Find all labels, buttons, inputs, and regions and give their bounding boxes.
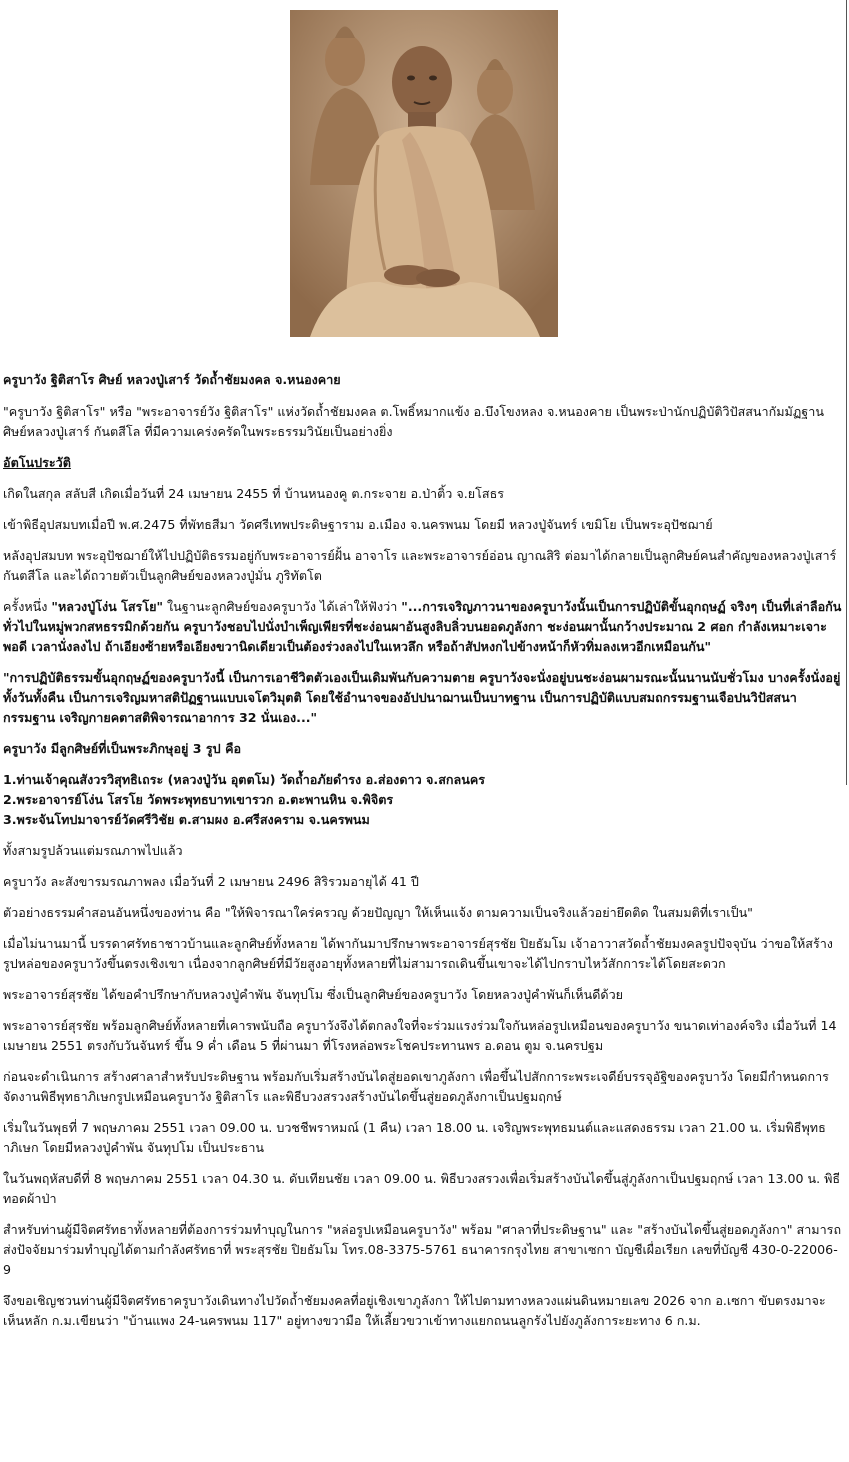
story-quote: "...การเจริญภาวนาของครูบาวังนั้นเป็นการปฏิบัติขั้นอุกฤษฏ์ จริงๆ เป็นที่เล่าลือกันทั่วไปในหมู่พวกสหธรรมิกด้วยกัน ครูบาวังชอบไปนั่งบำเพ็ญเพียรที่ชะง่อนผาอันสูงลิบลิ่วบนยอดภูลังกา ชะง่อนผานั้นกว้างประมาณ 2 ศอก กำลังเหมาะเจาะพอดี เวลานั่งลงไป ถ้าเอียงซ้ายหรือเอียงขวานิดเดียวเป็นต้องร่วงลงไปในเหวลึก หรือถ้าสัปหงกไปข้างหน้าก็หัวทิ่มลงเหวอีกเหมือนกัน" <box>3 599 842 654</box>
paragraph-ceremony-day1: เริ่มในวันพุธที่ 7 พฤษภาคม 2551 เวลา 09.00 น. บวชชีพราหมณ์ (1 คืน) เวลา 18.00 น. เจริญพระพุทธมนต์และแสดงธรรม เวลา 21.00 น. เริ่มพิธีพุทธาภิเษก โดยมีหลวงปู่คำพัน จันทุปโม เป็นประธาน <box>3 1120 826 1155</box>
paragraph-death-date: ครูบาวัง ละสังขารมรณภาพลง เมื่อวันที่ 2 เมษายน 2496 สิริรวมอายุได้ 41 ปี <box>3 874 419 889</box>
paragraph-ceremony-day2: ในวันพฤหัสบดีที่ 8 พฤษภาคม 2551 เวลา 04.30 น. ดับเทียนชัย เวลา 09.00 น. พิธีบวงสรวงเพื่อเริ่มสร้างบันไดขึ้นสู่ภูลังกาเป็นปฐมฤกษ์ เวลา 13.00 น. พิธีทอดผ้าป่า <box>3 1171 841 1206</box>
paragraph-disciples-passed: ทั้งสามรูปล้วนแต่มรณภาพไปแล้ว <box>3 843 183 858</box>
practice-quote: "การปฏิบัติธรรมขั้นอุกฤษฏ์ของครูบาวังนี้ เป็นการเอาชีวิตตัวเองเป็นเดิมพันกับความตาย ครูบาวังจะนั่งอยู่บนชะง่อนผามรณะนั้นนานนับชั่วโมง บางครั้งนั่งอยู่ทั้งวันทั้งคืน เป็นการเจริญมหาสติปัฏฐานแบบเจโตวิมุตติ โดยใช้อำนาจของอัปปนาฌานเป็นบาทฐาน เป็นการปฏิบัติแบบสมถกรรมฐานเจือปนวิปัสสนากรรมฐาน เจริญกายคตาสติพิจารณาอาการ 32 นั่นเอง..." <box>3 670 841 725</box>
bio-paragraph-training: หลังอุปสมบท พระอุปัชฌาย์ให้ไปปฏิบัติธรรมอยู่กับพระอาจารย์ฝั้น อาจาโร และพระอาจารย์อ่อน ญาณสิริ ต่อมาได้กลายเป็นลูกศิษย์คนสำคัญของหลวงปู่เสาร์ กันตสีโล และได้ถวายตัวเป็นลูกศิษย์ของหลวงปู่มั่น ภูริทัตโต <box>3 548 837 583</box>
paragraph-statue-request: เมื่อไม่นานมานี้ บรรดาศรัทธาชาวบ้านและลูกศิษย์ทั้งหลาย ได้พากันมาปรึกษาพระอาจารย์สุรชัย ปิยธัมโม เจ้าอาวาสวัดถ้ำชัยมงคลรูปปัจจุบัน ว่าขอให้สร้างรูปหล่อของครูบาวังขึ้นตรงเชิงเขา เนื่องจากลูกศิษย์ที่มีวัยสูงอายุทั้งหลายที่ไม่สามารถเดินขึ้นเขาจะได้ไปกราบไหว้สักการะได้โดยสะดวก <box>3 936 833 971</box>
paragraph-donation: สำหรับท่านผู้มีจิตศรัทธาทั้งหลายที่ต้องการร่วมทำบุญในการ "หล่อรูปเหมือนครูบาวัง" พร้อม "ศาลาที่ประดิษฐาน" และ "สร้างบันไดขึ้นสู่ยอดภูลังกา" สามารถส่งปัจจัยมาร่วมทำบุญได้ตามกำลังศรัทธาที่ พระสุรชัย ปิยธัมโม โทร.08-3375-5761 ธนาคารกรุงไทย สาขาเซกา บัญชีเผื่อเรียก เลขที่บัญชี 430-0-22006-9 <box>3 1222 842 1277</box>
disciples-list <box>3 770 843 830</box>
disciple-item: 1.ท่านเจ้าคุณสังวรวิสุทธิเถระ (หลวงปู่วัน อุตตโม) วัดถ้ำอภัยดำรง อ.ส่องดาว จ.สกลนคร <box>3 772 486 787</box>
story-lead: ครั้งหนึ่ง <box>3 599 52 614</box>
article-title: ครูบาวัง ฐิติสาโร ศิษย์ หลวงปู่เสาร์ วัดถ้ำชัยมงคล จ.หนองคาย <box>3 372 341 387</box>
story-teacher-name: "หลวงปู่โง่น โสรโย" <box>51 599 164 614</box>
story-paragraph <box>3 597 843 657</box>
paragraph-teaching: ตัวอย่างธรรมคำสอนอันหนึ่งของท่าน คือ "ให้พิจารณาใคร่ครวญ ด้วยปัญญา ให้เห็นแจ้ง ตามความเป็นจริงแล้วอย่ายึดติด ในสมมติที่เราเป็น" <box>3 905 753 920</box>
paragraph-directions: จึงขอเชิญชวนท่านผู้มีจิตศรัทธาครูบาวังเดินทางไปวัดถ้ำชัยมงคลที่อยู่เชิงเขาภูลังกา ให้ไปตามทางหลวงแผ่นดินหมายเลข 2026 จาก อ.เซกา ขับตรงมาจะเห็นหลัก ก.ม.เขียนว่า "บ้านแพง 24-นครพนม 117" อยู่ทางขวามือ ให้เลี้ยวขวาเข้าทางแยกถนนลูกรังไปยังภูลังการะยะทาง 6 ก.ม. <box>3 1293 826 1328</box>
paragraph-construction: ก่อนจะดำเนินการ สร้างศาลาสำหรับประดิษฐาน พร้อมกับเริ่มสร้างบันไดสู่ยอดเขาภูลังกา เพื่อขึ้นไปสักการะพระเจดีย์บรรจุอัฐิของครูบาวัง โดยมีกำหนดการจัดงานพิธีพุทธาภิเษกรูปเหมือนครูบาวัง ฐิติสาโร และพิธีบวงสรวงสร้างบันไดขึ้นสู่ยอดภูลังกาเป็นปฐมฤกษ์ <box>3 1069 829 1104</box>
biography-heading: อัตโนประวัติ <box>3 455 71 470</box>
bio-paragraph-ordination: เข้าพิธีอุปสมบทเมื่อปี พ.ศ.2475 ที่พัทธสีมา วัดศรีเทพประดิษฐาราม อ.เมือง จ.นครพนม โดยมี หลวงปู่จันทร์ เขมิโย เป็นพระอุปัชฌาย์ <box>3 517 713 532</box>
paragraph-consultation: พระอาจารย์สุรชัย ได้ขอคำปรึกษากับหลวงปู่คำพัน จันทุปโม ซึ่งเป็นลูกศิษย์ของครูบาวัง โดยหลวงปู่คำพันก็เห็นดีด้วย <box>3 987 624 1002</box>
disciples-heading: ครูบาวัง มีลูกศิษย์ที่เป็นพระภิกษุอยู่ 3 รูป คือ <box>3 741 242 756</box>
intro-paragraph: "ครูบาวัง ฐิติสาโร" หรือ "พระอาจารย์วัง ฐิติสาโร" แห่งวัดถ้ำชัยมงคล ต.โพธิ์หมากแข้ง อ.บึงโขงหลง จ.หนองคาย เป็นพระป่านักปฏิบัติวิปัสสนากัมมัฏฐานศิษย์หลวงปู่เสาร์ กันตสีโล ที่มีความเคร่งครัดในพระธรรมวินัยเป็นอย่างยิ่ง <box>3 404 824 439</box>
page-divider-line <box>846 0 847 785</box>
bio-paragraph-birth: เกิดในสกุล สลับสี เกิดเมื่อวันที่ 24 เมษายน 2455 ที่ บ้านหนองคู ต.กระจาย อ.ป่าติ้ว จ.ยโสธร <box>3 486 505 501</box>
disciple-item: 2.พระอาจารย์โง่น โสรโย วัดพระพุทธบาทเขารวก อ.ตะพานหิน จ.พิจิตร <box>3 792 394 807</box>
story-mid: ในฐานะลูกศิษย์ของครูบาวัง ได้เล่าให้ฟังว่า <box>163 599 402 614</box>
paragraph-casting: พระอาจารย์สุรชัย พร้อมลูกศิษย์ทั้งหลายที่เคารพนับถือ ครูบาวังจึงได้ตกลงใจที่จะร่วมแรงร่วมใจกันหล่อรูปเหมือนของครูบาวัง ขนาดเท่าองค์จริง เมื่อวันที่ 14 เมษายน 2551 ตรงกับวันจันทร์ ขึ้น 9 ค่ำ เดือน 5 ที่ผ่านมา ที่โรงหล่อพระโชคประทานพร อ.ดอน ตูม จ.นครปฐม <box>3 1018 837 1053</box>
disciple-item: 3.พระจันโทปมาจารย์วัดศรีวิชัย ต.สามผง อ.ศรีสงคราม จ.นครพนม <box>3 812 370 827</box>
monk-portrait-photo <box>290 10 558 337</box>
article-content <box>3 370 843 1342</box>
